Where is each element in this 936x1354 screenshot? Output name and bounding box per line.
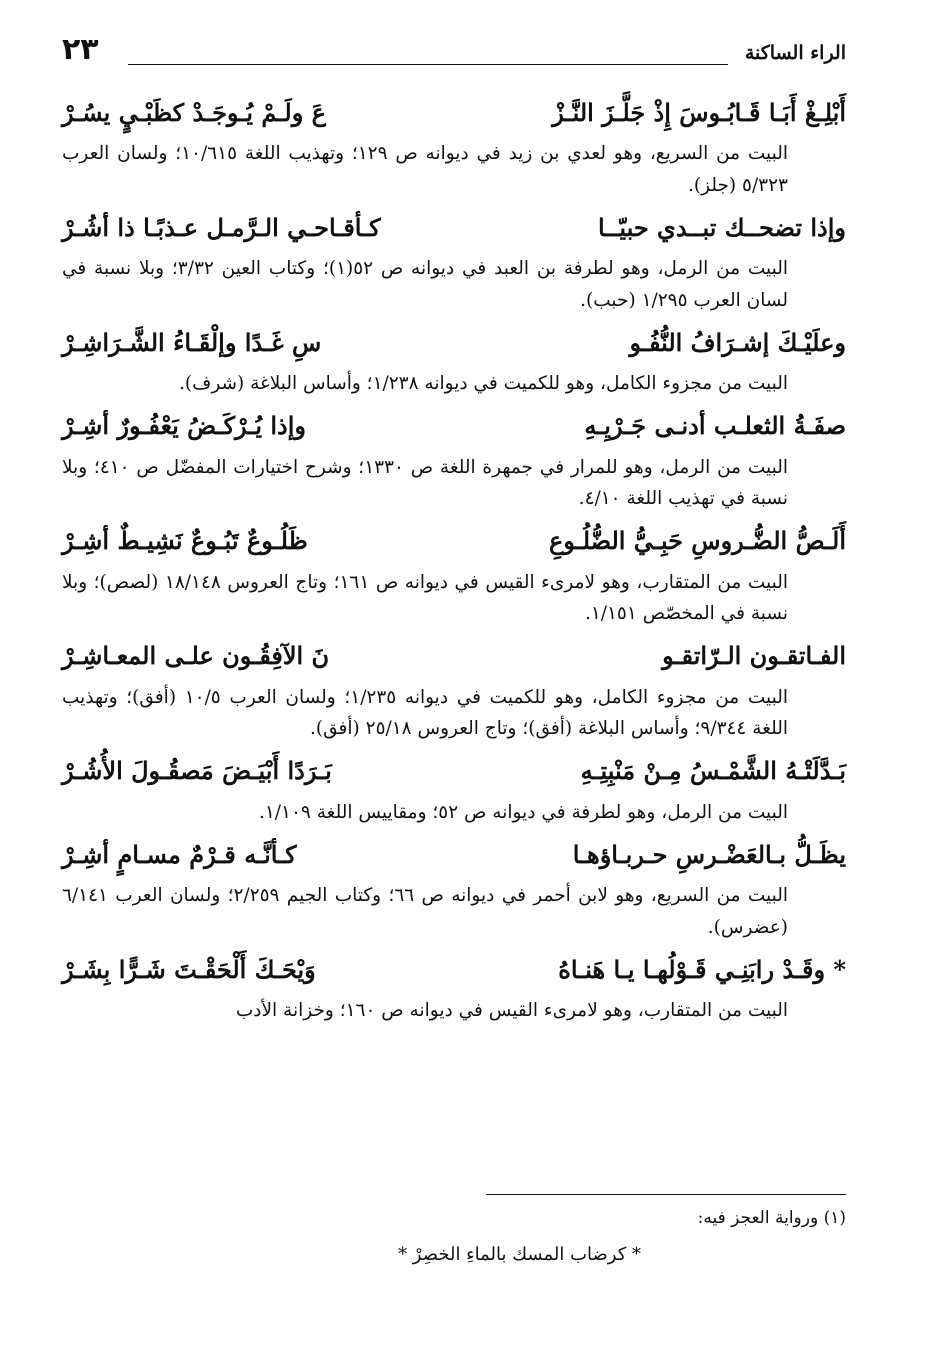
second-hemistich: كـأنَّـه قـرْمٌ مسـامٍ أشِـرْ	[62, 839, 297, 869]
verse-entry	[62, 316, 846, 400]
verse-note: البيت من المتقارب، وهو لامرىء القيس في ديوانه ص ١٦٠؛ وخزانة الأدب	[235, 1000, 788, 1021]
verse-entry	[62, 400, 846, 515]
verse-line	[62, 745, 846, 797]
first-hemistich: أَلَـصُّ الضُّـروسِ حَبِـيُّ الضُّلُـوعِ	[548, 526, 846, 555]
second-hemistich: ظَلُـوعٌ تَبُـوعٌ نَشِيـطٌ أشِـرْ	[62, 526, 308, 555]
first-hemistich: وإذا تضحــك تبــدي حبيّــا	[597, 212, 846, 242]
verse-line	[62, 828, 846, 880]
verse-line	[62, 201, 846, 253]
verse-line	[62, 400, 846, 452]
verse-note: البيت من الرمل، وهو للمرار في جمهرة اللغة ص ١٣٣٠؛ وشرح اختيارات المفضّل ص ٤١٠؛ وبلا نسبة في تهذيب اللغة ٤/١٠.	[62, 456, 788, 509]
book-page	[62, 30, 846, 1330]
verse-note: البيت من المتقارب، وهو لامرىء القيس في ديوانه ص ١٦١؛ وتاج العروس ١٨/١٤٨ (لصص)؛ وبلا نسبة في المخصّص ١/١٥١.	[62, 571, 788, 624]
verse-note: البيت من الرمل، وهو لطرفة بن العبد في ديوانه ص ٥٢(١)؛ وكتاب العين ٣/٣٢؛ وبلا نسبة في لسان العرب ١/٢٩٥ (حبب).	[62, 258, 789, 311]
first-hemistich: بَـدَّلَتْـهُ الشَّمْـسُ مِـنْ مَنْبِتِـهِ	[580, 756, 846, 785]
verse-entry	[62, 943, 846, 1027]
verse-note: البيت من مجزوء الكامل، وهو للكميت في ديوانه ١/٢٣٨؛ وأساس البلاغة (شرف).	[179, 373, 788, 394]
second-hemistich: كـأقـاحـي الـرَّمـل عـذبًـا ذا أشُـرْ	[62, 212, 381, 242]
footnote-1: (١) ورواية العجز فيه:	[697, 1208, 846, 1228]
first-hemistich: صفَـةُ الثعلـب أدنـى جَـرْيِـهِ	[584, 411, 846, 440]
verse-line	[62, 630, 846, 682]
verse-line	[62, 316, 846, 368]
verse-entries	[62, 86, 846, 1027]
verse-entry	[62, 828, 846, 943]
first-hemistich: وعلَيْـكَ إشـرَافُ النُّفُـو	[629, 327, 846, 357]
second-hemistich: نَ الآفِقُـون علـى المعـاشِـرْ	[62, 641, 330, 670]
verse-entry	[62, 630, 846, 745]
verse-line	[62, 86, 846, 138]
footnote-verse: * كرضاب المسك بالماءِ الخصِرْ *	[398, 1244, 641, 1265]
verse-note: البيت من السريع، وهو لعدي بن زيد في ديوانه ص ١٢٩؛ وتهذيب اللغة ١٠/٦١٥؛ ولسان العرب ٥/٣٢٣ (جلز).	[62, 143, 788, 196]
second-hemistich: سِ غَـدًا وإلْقَـاءُ الشَّـرَاشِـرْ	[62, 327, 322, 357]
first-hemistich: أَبْلِـغْ أَبَـا قَـابُـوسَ إِذْ جَلَّـزَ النَّـزْ	[552, 97, 846, 127]
second-hemistich: وَيْحَـكَ أَلْحَقْـتَ شَـرًّا بِشَـرْ	[62, 954, 316, 984]
verse-entry	[62, 745, 846, 829]
second-hemistich: عَ ولَـمْ يُـوجَـدْ كظَبْـيٍ يسُـرْ	[62, 97, 326, 127]
verse-line	[62, 943, 846, 995]
first-hemistich: الفـاتقـون الـرّاتقـو	[662, 641, 846, 670]
second-hemistich: وإذا يُـرْكَـضُ يَعْفُـورٌ أشِـرْ	[62, 411, 306, 440]
footnote-rule	[486, 1194, 846, 1195]
verse-entry	[62, 515, 846, 630]
verse-note: البيت من الرمل، وهو لطرفة في ديوانه ص ٥٢؛ ومقاييس اللغة ١/١٠٩.	[258, 801, 788, 823]
running-title: الراء الساكنة	[744, 42, 846, 64]
verse-line	[62, 515, 846, 567]
first-hemistich: * وقَـدْ رابَنِـي قَـوْلُهـا يـا هَنـاهُ	[558, 954, 846, 984]
page-header	[62, 32, 846, 76]
page-number: ٢٣	[62, 32, 99, 67]
header-rule	[128, 64, 728, 65]
first-hemistich: يظَـلُّ بـالعَضْـرسِ حـربـاؤهـا	[572, 839, 846, 869]
verse-entry	[62, 201, 846, 316]
verse-entry	[62, 86, 846, 201]
verse-note: البيت من السريع، وهو لابن أحمر في ديوانه ص ٦٦؛ وكتاب الجيم ٢/٢٥٩؛ ولسان العرب ٦/١٤١ (عضرس).	[62, 885, 788, 938]
second-hemistich: بَـرَدًا أَبْيَـضَ مَصقُـولَ الأُشُـرْ	[62, 756, 332, 785]
verse-note: البيت من مجزوء الكامل، وهو للكميت في ديوانه ١/٢٣٥؛ ولسان العرب ١٠/٥ (أفق)؛ وتهذيب اللغة ٩/٣٤٤؛ وأساس البلاغة (أفق)؛ وتاج العروس ٢٥/١٨ (أفق).	[62, 686, 788, 739]
